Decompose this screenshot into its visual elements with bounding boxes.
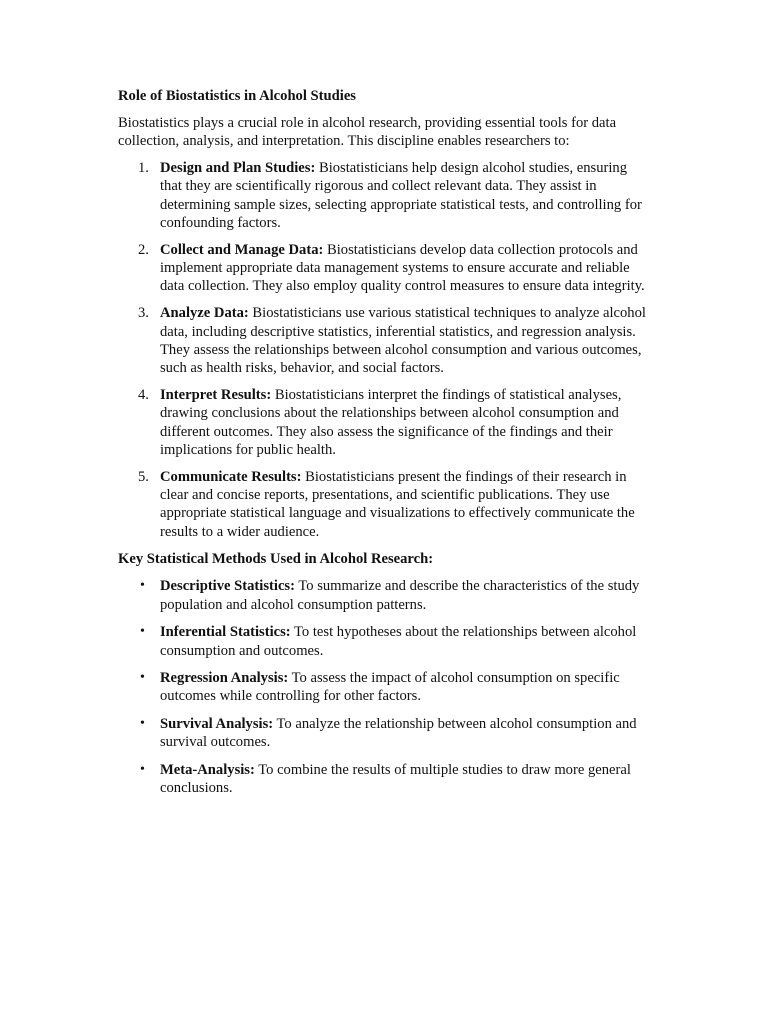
list-item	[118, 715, 650, 752]
method-term: Descriptive Statistics:	[160, 578, 295, 595]
document-page	[118, 87, 650, 807]
list-item	[118, 669, 650, 706]
document-title: Role of Biostatistics in Alcohol Studies	[118, 88, 356, 104]
method-text: To test hypotheses about the relationships between alcohol consumption and outcomes.	[160, 624, 637, 659]
list-item	[118, 577, 650, 614]
step-text: Biostatisticians develop data collection protocols and implement appropriate data management systems to ensure accurate and reliable data collection. They also employ quality control measures to ensure data integrity.	[160, 241, 645, 295]
step-term: Interpret Results:	[160, 387, 272, 404]
method-term: Regression Analysis:	[160, 670, 289, 687]
step-text: Biostatisticians use various statistical techniques to analyze alcohol data, including descriptive statistics, inferential statistics, and regression analysis. They assess the relationships between alcohol consumption and various outcomes, such as health risks, behavior, and social factors.	[160, 305, 646, 377]
bullet-icon: •	[140, 578, 145, 594]
step-term: Communicate Results:	[160, 468, 302, 485]
method-term: Survival Analysis:	[160, 716, 274, 733]
bullet-icon: •	[140, 624, 145, 640]
bullet-icon: •	[140, 716, 145, 732]
list-item	[118, 159, 650, 232]
list-item	[118, 468, 650, 541]
method-term: Inferential Statistics:	[160, 624, 291, 641]
role-steps-list	[118, 159, 650, 541]
list-number: 1.	[138, 159, 149, 176]
list-number: 4.	[138, 387, 149, 404]
step-term: Analyze Data:	[160, 305, 249, 322]
bullet-icon: •	[140, 670, 145, 686]
methods-heading: Key Statistical Methods Used in Alcohol Research:	[118, 550, 434, 567]
bullet-icon: •	[140, 761, 145, 777]
step-term: Design and Plan Studies:	[160, 159, 316, 176]
list-item	[118, 304, 650, 377]
method-text: To summarize and describe the characteristics of the study population and alcohol consumption patterns.	[160, 578, 640, 613]
list-item	[118, 386, 650, 459]
list-item	[118, 761, 650, 798]
step-term: Collect and Manage Data:	[160, 241, 324, 258]
step-text: Biostatisticians help design alcohol studies, ensuring that they are scientifically rigorous and collect relevant data. They assist in determining sample sizes, selecting appropriate statistical tests, and controlling for confounding factors.	[160, 159, 642, 231]
step-text: Biostatisticians present the findings of their research in clear and concise reports, presentations, and scientific publications. They use appropriate statistical language and visualizations to effectively communicate the results to a wider audience.	[160, 468, 635, 540]
list-number: 2.	[138, 241, 149, 258]
list-item	[118, 241, 650, 296]
list-number: 5.	[138, 468, 149, 485]
method-text: To combine the results of multiple studies to draw more general conclusions.	[160, 761, 631, 797]
list-number: 3.	[138, 305, 149, 322]
intro-paragraph: Biostatistics plays a crucial role in alcohol research, providing essential tools for data collection, analysis, and interpretation. This discipline enables researchers to:	[118, 114, 617, 149]
method-text: To assess the impact of alcohol consumption on specific outcomes while controlling for other factors.	[160, 670, 620, 705]
method-term: Meta-Analysis:	[160, 761, 255, 778]
method-text: To analyze the relationship between alcohol consumption and survival outcomes.	[160, 716, 637, 751]
list-item	[118, 623, 650, 660]
step-text: Biostatisticians interpret the findings of statistical analyses, drawing conclusions about the relationships between alcohol consumption and different outcomes. They also assess the significance of the findings and their implications for public health.	[160, 387, 622, 458]
methods-list	[118, 577, 650, 797]
